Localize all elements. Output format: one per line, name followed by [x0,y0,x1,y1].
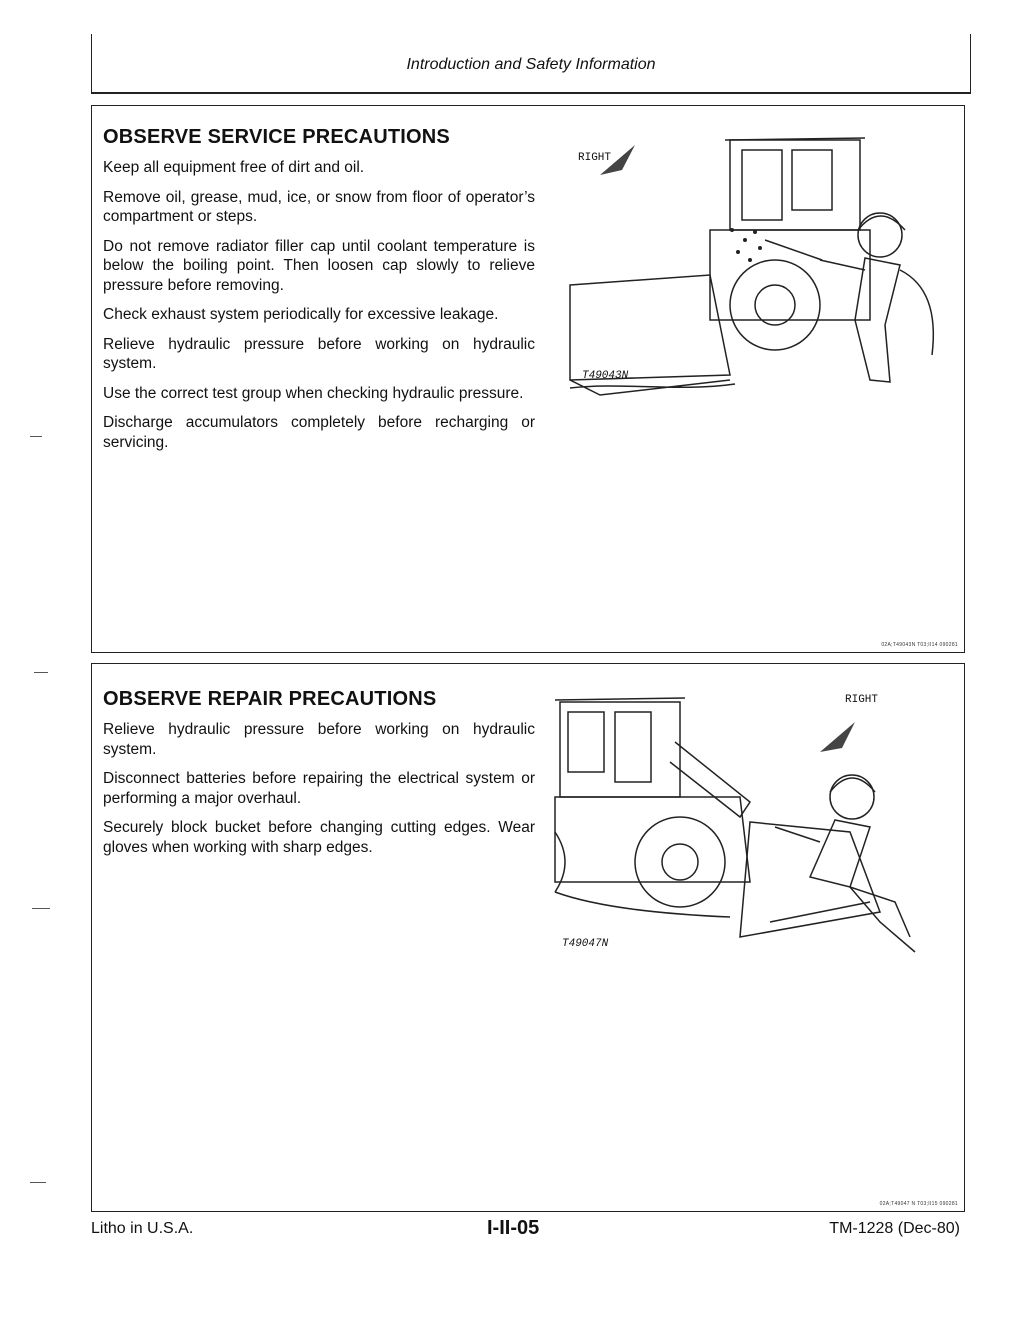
margin-mark [30,1182,46,1183]
margin-mark [32,908,50,909]
margin-mark [30,436,42,437]
section-items [103,720,535,867]
figure-direction-label: RIGHT [578,152,612,164]
page-header [91,34,971,94]
section-items [103,158,535,462]
page-number: I-II-05 [487,1217,540,1239]
item-text: Remove oil, grease, mud, ice, or snow from floor of operator’s compartment or steps. [103,188,535,225]
footer-left: Litho in U.S.A. [91,1220,194,1237]
service-precautions-section [91,105,965,653]
bucket-repair-illustration [550,682,950,972]
loader-cleaning-illustration [560,120,950,400]
item-text: Relieve hydraulic pressure before working on hydraulic system. [103,335,535,372]
item-text: Keep all equipment free of dirt and oil. [103,159,365,176]
item-text: Check exhaust system periodically for excessive leakage. [103,306,499,323]
item-text: Discharge accumulators completely before recharging or servicing. [103,414,535,451]
repair-precautions-section [91,663,965,1212]
section-title: OBSERVE SERVICE PRECAUTIONS [103,126,450,148]
section-code: 02A;T49047 N T03;II15 090281 [879,1201,958,1207]
header-title: Introduction and Safety Information [406,56,656,73]
item-text: Disconnect batteries before repairing the electrical system or performing a major overhaul. [103,770,535,807]
footer-right: TM-1228 (Dec-80) [829,1220,960,1237]
item-text: Do not remove radiator filler cap until coolant temperature is below the boiling point. Then loosen cap slowly to relieve pressure before removing. [103,237,535,294]
figure-id: T49047N [562,938,609,950]
figure-id: T49043N [582,370,629,382]
bucket-repair-drawing [550,682,950,972]
loader-cleaning-drawing [560,120,950,400]
section-title: OBSERVE REPAIR PRECAUTIONS [103,688,437,710]
item-text: Use the correct test group when checking hydraulic pressure. [103,384,524,402]
margin-mark [34,672,48,673]
item-text: Relieve hydraulic pressure before working on hydraulic system. [103,721,535,758]
figure-direction-label: RIGHT [845,694,879,706]
section-code: 02A;T49043N T03;II14 090281 [881,642,958,648]
item-text: Securely block bucket before changing cutting edges. Wear gloves when working with sharp edges. [103,819,535,856]
